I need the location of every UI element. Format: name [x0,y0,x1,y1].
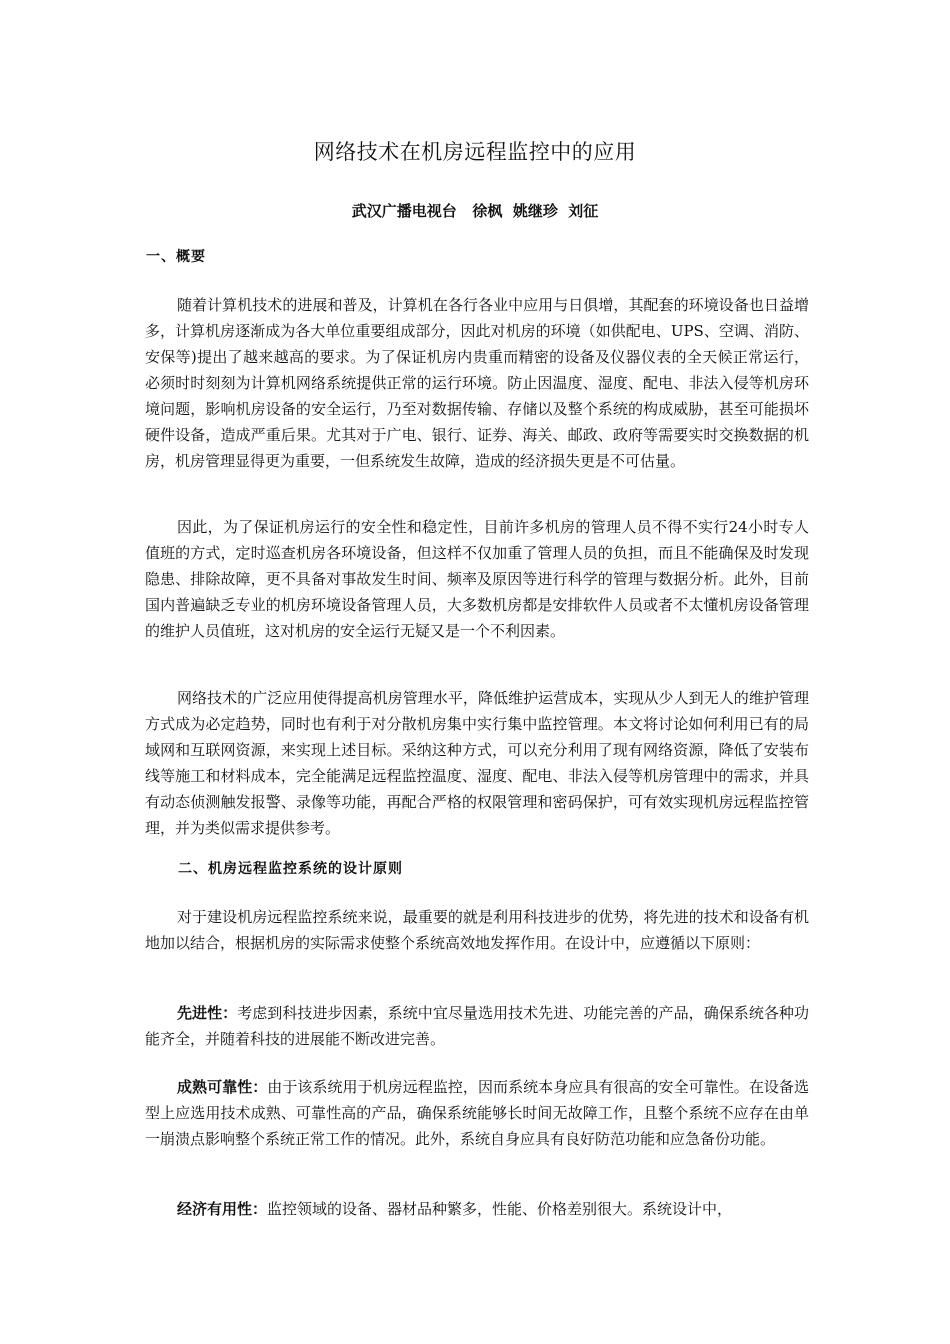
principle-paragraph [145,1000,809,1052]
principle-text: 监控领域的设备、器材品种繁多，性能、价格差别很大。系统设计中， [267,1200,733,1218]
principle-text: 考虑到科技进步因素，系统中宜尽量选用技术先进、功能完善的产品，确保系统各种功能齐全，并随着科技的进展能不断改进完善。 [145,1004,809,1048]
paragraph: 网络技术的广泛应用使得提高机房管理水平，降低维护运营成本，实现从少人到无人的维护管理方式成为必定趋势，同时也有利于对分散机房集中实行集中监控管理。本文将讨论如何利用已有的局域网和互联网资源，来实现上述目标。采纳这种方式，可以充分利用了现有网络资源，降低了安装布线等施工和材料成本，完全能满足远程监控温度、湿度、配电、非法入侵等机房管理中的需求，并具有动态侦测触发报警、录像等功能，再配合严格的权限管理和密码保护，可有效实现机房远程监控管理，并为类似需求提供参考。 [145,689,809,837]
principle-term: 经济有用性： [177,1200,268,1218]
principle-paragraph [145,1074,809,1152]
principle-term: 成熟可靠性： [177,1078,268,1096]
section-heading-design-principles: 二、机房远程监控系统的设计原则 [178,861,403,877]
paragraph: 随着计算机技术的进展和普及，计算机在各行各业中应用与日俱增，其配套的环境设备也日益增多，计算机房逐渐成为各大单位重要组成部分，因此对机房的环境（如供配电、UPS、空调、消防、安保等)提出了越来越高的要求。为了保证机房内贵重而精密的设备及仪器仪表的全天候正常运行，必须时时刻刻为计算机网络系统提供正常的运行环境。防止因温度、湿度、配电、非法入侵等机房环境问题，影响机房设备的安全运行，乃至对数据传输、存储以及整个系统的构成威胁，甚至可能损坏硬件设备，造成严重后果。尤其对于广电、银行、证券、海关、邮政、政府等需要实时交换数据的机房，机房管理显得更为重要，一但系统发生故障，造成的经济损失更是不可估量。 [145,296,809,470]
author-line: 武汉广播电视台 徐枫 姚继珍 刘征 [351,202,599,220]
principle-term: 先进性： [177,1004,238,1022]
paragraph: 因此，为了保证机房运行的安全性和稳定性，目前许多机房的管理人员不得不实行24小时专人值班的方式，定时巡查机房各环境设备，但这样不仅加重了管理人员的负担，而且不能确保及时发现隐患、排除故障，更不具备对事故发生时间、频率及原因等进行科学的管理与数据分析。此外，目前国内普遍缺乏专业的机房环境设备管理人员，大多数机房都是安排软件人员或者不太懂机房设备管理的维护人员值班，这对机房的安全运行无疑又是一个不利因素。 [145,518,809,640]
paragraph: 对于建设机房远程监控系统来说，最重要的就是利用科技进步的优势，将先进的技术和设备有机地加以结合，根据机房的实际需求使整个系统高效地发挥作用。在设计中，应遵循以下原则： [145,908,809,952]
principle-text: 由于该系统用于机房远程监控，因而系统本身应具有很高的安全可靠性。在设备选型上应选用技术成熟、可靠性高的产品，确保系统能够长时间无故障工作，且整个系统不应存在由单一崩溃点影响整个系统正常工作的情况。此外，系统自身应具有良好防范功能和应急备份功能。 [145,1078,809,1148]
document-title: 网络技术在机房远程监控中的应用 [313,140,637,164]
section-heading-overview: 一、概要 [146,249,206,265]
principle-paragraph [145,1196,809,1222]
